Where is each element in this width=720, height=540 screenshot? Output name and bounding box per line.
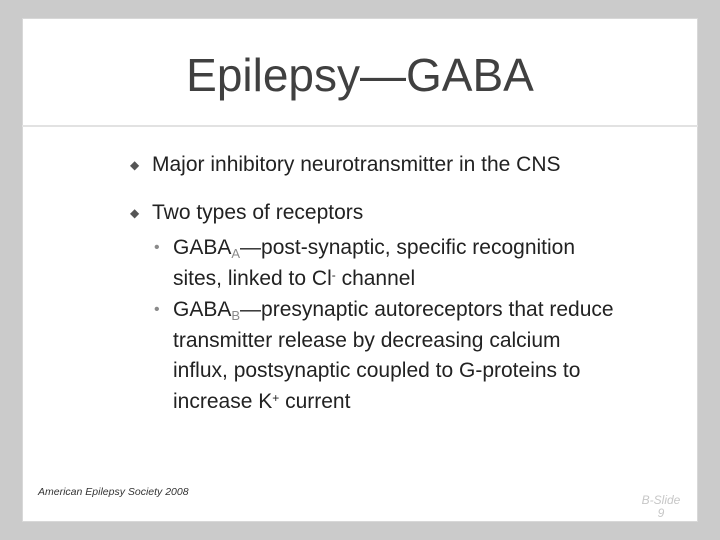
dot-bullet-icon: • <box>154 301 160 318</box>
subbullet-line <box>173 295 693 326</box>
bullet-item-1 <box>130 152 561 178</box>
subbullet-text: sites, linked to Cl <box>173 266 332 290</box>
subbullet-gaba-a <box>154 233 693 294</box>
superscript-minus: - <box>331 267 336 282</box>
dot-bullet-icon: • <box>154 239 160 256</box>
slide-title: Epilepsy—GABA <box>186 49 534 101</box>
title-divider <box>22 125 698 127</box>
subbullet-text: increase K <box>173 389 273 413</box>
slide-number <box>626 494 696 520</box>
slide-canvas <box>22 18 698 522</box>
subbullet-gaba-b <box>154 295 693 417</box>
subscript-a: A <box>231 246 241 261</box>
subscript-b: B <box>231 308 241 323</box>
title-area <box>22 18 698 128</box>
subbullet-text: —presynaptic autoreceptors that reduce <box>240 298 614 321</box>
diamond-bullet-icon: ◆ <box>130 158 140 172</box>
subbullet-line: influx, postsynaptic coupled to G-proteins to <box>173 359 581 382</box>
slide-number-label: B-Slide <box>641 493 681 507</box>
subbullet-line <box>173 387 693 418</box>
bullet-text: Major inhibitory neurotransmitter in the CNS <box>152 153 561 176</box>
subbullet-prefix: GABA <box>173 236 232 259</box>
subbullet-prefix: GABA <box>173 298 232 321</box>
slide-number-value: 9 <box>657 506 665 520</box>
subbullet-text: channel <box>335 266 416 290</box>
bullet-text: Two types of receptors <box>152 201 364 224</box>
subbullet-text: current <box>279 389 351 413</box>
subbullet-text: —post-synaptic, specific recognition <box>240 236 576 259</box>
subbullet-line <box>173 233 693 264</box>
subbullet-line: transmitter release by decreasing calcium <box>173 328 561 352</box>
footer-source: American Epilepsy Society 2008 <box>38 486 189 498</box>
superscript-plus: + <box>272 390 280 405</box>
bullet-item-2 <box>130 200 364 226</box>
subbullet-line <box>173 264 693 295</box>
diamond-bullet-icon: ◆ <box>130 206 140 220</box>
